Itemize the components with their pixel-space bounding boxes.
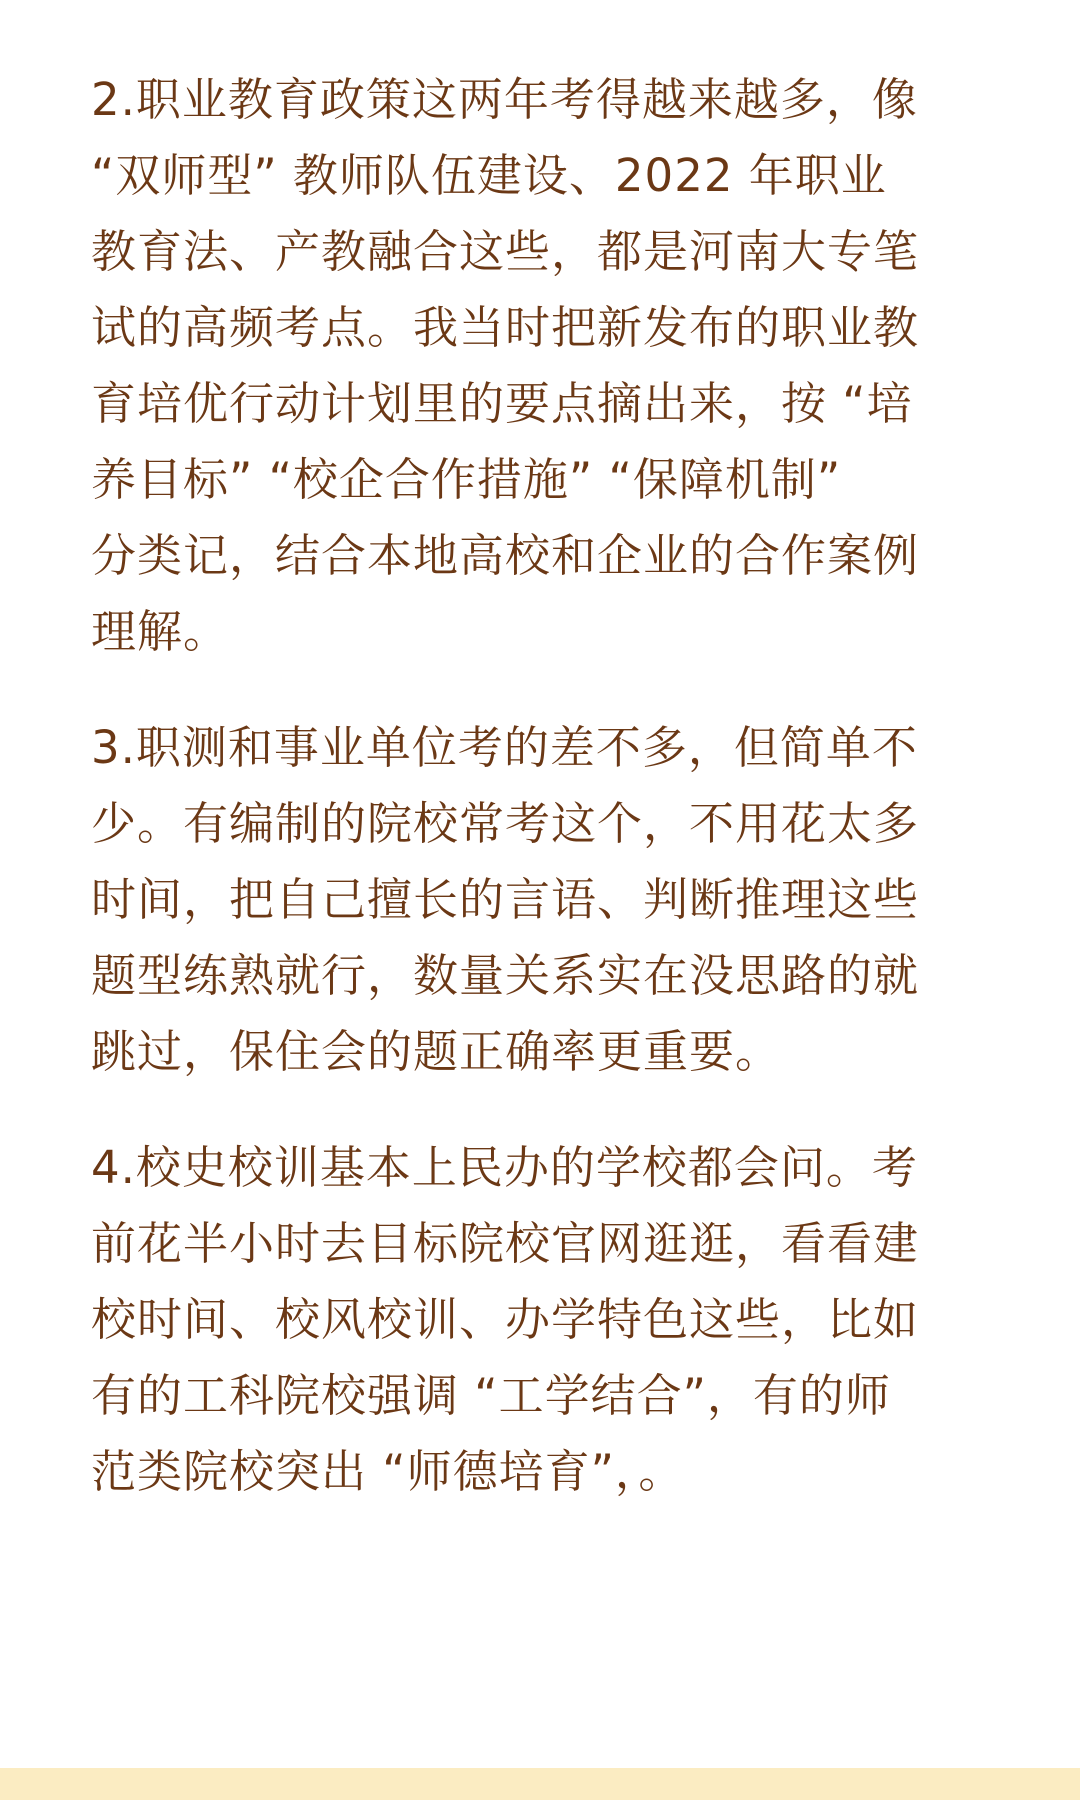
text-line: 题型练熟就行，数量关系实在没思路的就 — [91, 949, 920, 1002]
paragraph-policy — [91, 62, 991, 670]
text-line: 跳过，保住会的题正确率更重要。 — [91, 1025, 782, 1078]
text-line: 教育法、产教融合这些，都是河南大专笔 — [91, 225, 920, 278]
text-line: 试的高频考点。我当时把新发布的职业教 — [91, 301, 920, 354]
article-body — [91, 62, 991, 1550]
text-line: 范类院校突出 “师德培育”，。 — [91, 1445, 685, 1498]
text-line: 分类记，结合本地高校和企业的合作案例 — [91, 529, 920, 582]
text-line: 育培优行动计划里的要点摘出来，按 “培 — [91, 377, 913, 430]
text-line: 理解。 — [91, 605, 230, 658]
text-line: 养目标” “校企合作措施” “保障机制” — [91, 453, 842, 506]
text-line: 有的工科院校强调 “工学结合”，有的师 — [91, 1369, 891, 1422]
text-line: 时间，把自己擅长的言语、判断推理这些 — [91, 873, 920, 926]
paragraph-aptitude-test — [91, 710, 991, 1090]
paragraph-school-history — [91, 1130, 991, 1510]
text-line: 校时间、校风校训、办学特色这些，比如 — [91, 1293, 920, 1346]
text-line: 少。有编制的院校常考这个，不用花太多 — [91, 797, 920, 850]
text-line: 前花半小时去目标院校官网逛逛，看看建 — [91, 1217, 920, 1270]
text-line: 3.职测和事业单位考的差不多，但简单不 — [91, 721, 918, 774]
text-line: 2.职业教育政策这两年考得越来越多，像 — [91, 73, 918, 126]
text-line: “双师型” 教师队伍建设、2022 年职业 — [91, 149, 887, 202]
text-line: 4.校史校训基本上民办的学校都会问。考 — [91, 1141, 918, 1194]
bottom-decorative-band — [0, 1768, 1080, 1800]
